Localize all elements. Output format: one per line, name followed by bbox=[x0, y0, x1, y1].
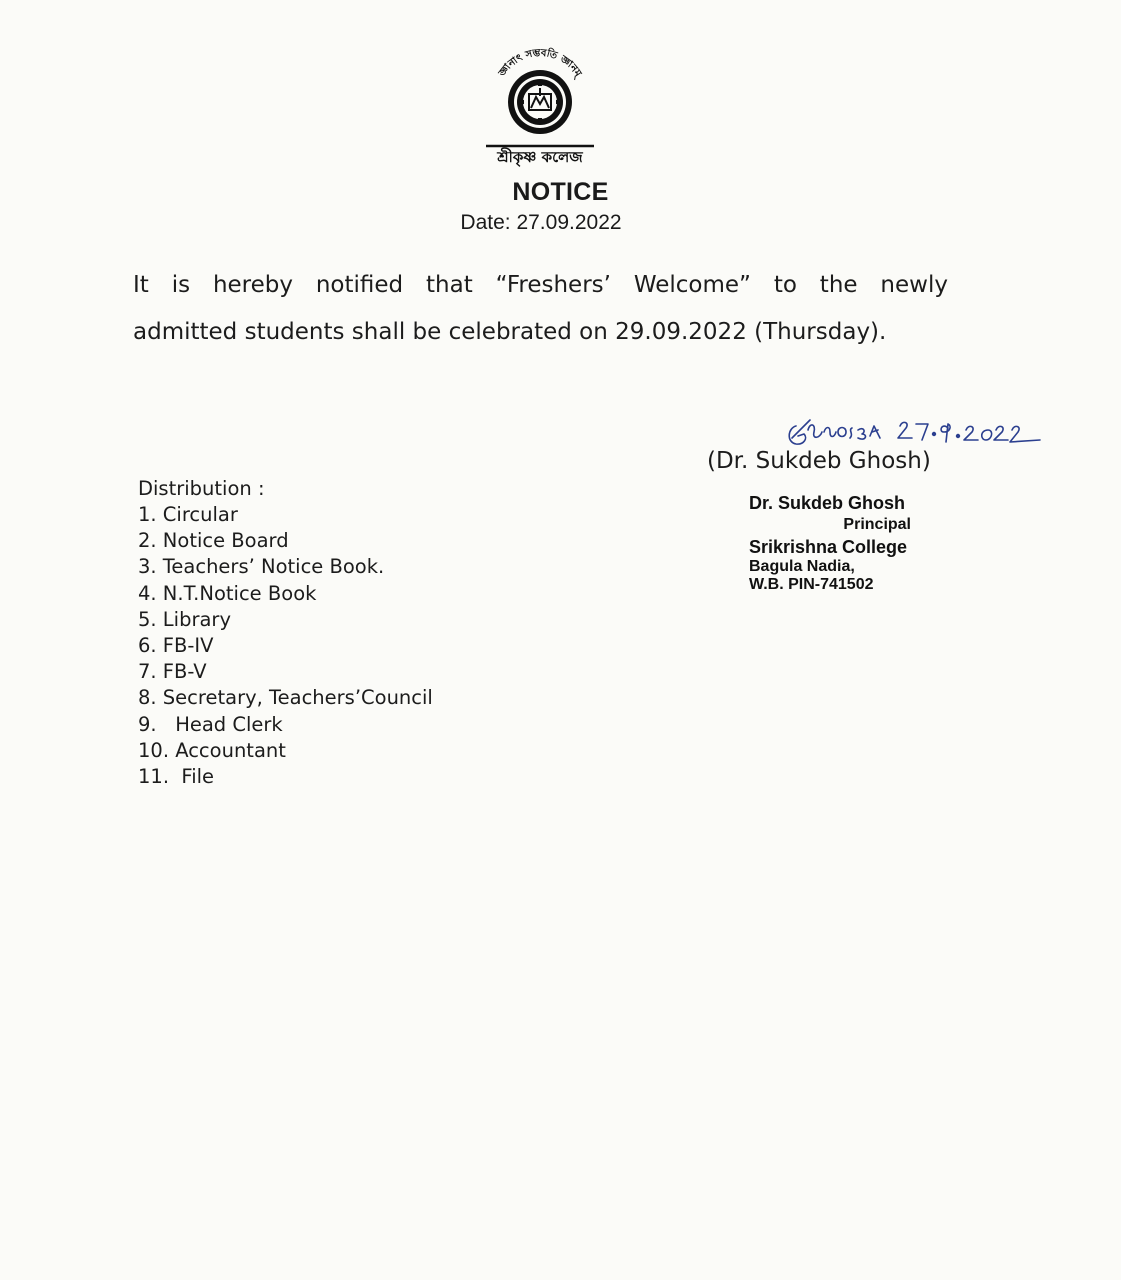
body-word: “Freshers’ bbox=[495, 272, 611, 298]
distribution-item: 10. Accountant bbox=[138, 738, 286, 762]
distribution-item: 8. Secretary, Teachers’Council bbox=[138, 686, 433, 710]
distribution-item: 11. File bbox=[138, 765, 215, 789]
distribution-item: 7. FB-V bbox=[138, 660, 207, 684]
body-word: hereby bbox=[212, 272, 293, 298]
body-word: It bbox=[133, 272, 149, 298]
distribution-item: 6. FB-IV bbox=[138, 634, 214, 658]
body-word: to bbox=[773, 272, 797, 298]
svg-text:শ্রীকৃষ্ণ কলেজ: শ্রীকৃষ্ণ কলেজ bbox=[497, 148, 583, 166]
distribution-item: 4. N.T.Notice Book bbox=[138, 581, 317, 605]
stamp-name: Dr. Sukdeb Ghosh bbox=[749, 493, 906, 513]
distribution-item: 1. Circular bbox=[138, 503, 238, 526]
distribution-item: 5. Library bbox=[138, 607, 231, 631]
distribution-item: 2. Notice Board bbox=[138, 529, 289, 553]
distribution-list bbox=[138, 502, 433, 790]
notice-title: NOTICE bbox=[512, 178, 609, 206]
signatory-name: (Dr. Sukdeb Ghosh) bbox=[707, 448, 931, 474]
stamp-address-line-1: Bagula Nadia, bbox=[749, 558, 855, 575]
college-seal-logo bbox=[484, 42, 596, 172]
stamp-role: Principal bbox=[843, 516, 911, 533]
svg-text:জ্ঞানাৎ সম্ভবতি জ্ঞানম্: জ্ঞানাৎ সম্ভবতি জ্ঞানম্ bbox=[496, 47, 584, 79]
body-word: notified bbox=[315, 272, 404, 298]
notice-date: Date: 27.09.2022 bbox=[460, 211, 622, 234]
principal-stamp bbox=[749, 492, 911, 594]
body-word: is bbox=[171, 272, 191, 298]
stamp-address-line-2: W.B. PIN-741502 bbox=[749, 576, 874, 593]
distribution-section bbox=[138, 476, 433, 790]
distribution-item: 9. Head Clerk bbox=[138, 712, 283, 736]
body-word: newly bbox=[880, 272, 948, 298]
notice-body bbox=[133, 262, 948, 356]
notice-body-line-1 bbox=[133, 262, 948, 309]
distribution-item: 3. Teachers’ Notice Book. bbox=[138, 555, 385, 579]
body-word: Welcome” bbox=[633, 272, 751, 298]
notice-body-line-2: admitted students shall be celebrated on 29.09.2022 (Thursday). bbox=[133, 319, 887, 345]
body-word: the bbox=[819, 272, 858, 298]
distribution-title: Distribution : bbox=[138, 477, 265, 500]
stamp-college: Srikrishna College bbox=[749, 537, 908, 557]
body-word: that bbox=[426, 272, 473, 298]
